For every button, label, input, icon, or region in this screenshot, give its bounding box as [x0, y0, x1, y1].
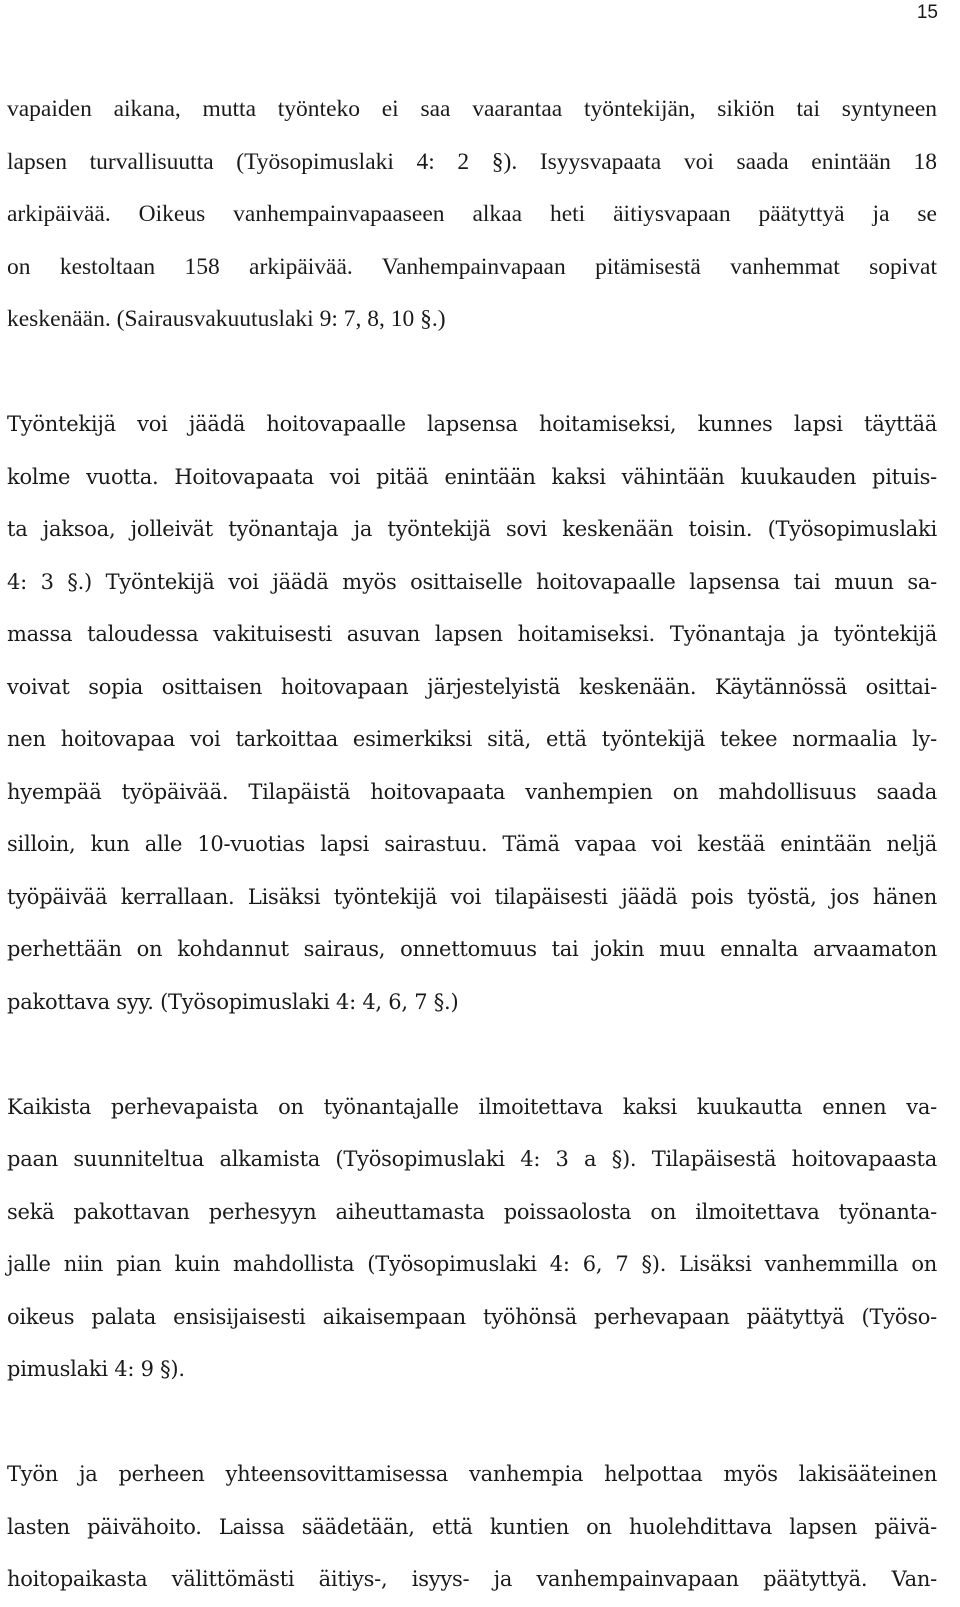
text-line: jalle niin pian kuin mahdollista (Työsopimuslaki 4: 6, 7 §). Lisäksi vanhemmilla on: [7, 1252, 937, 1276]
paragraph-4: [7, 1448, 937, 1606]
paragraph-1: [7, 83, 937, 346]
paragraph-spacer: [7, 1028, 937, 1081]
text-line: pimuslaki 4: 9 §).: [7, 1357, 185, 1381]
text-line: vapaiden aikana, mutta työnteko ei saa vaarantaa työntekijän, sikiön tai syntyneen: [7, 96, 937, 122]
text-line: pakottava syy. (Työsopimuslaki 4: 4, 6, 7 §.): [7, 989, 459, 1014]
text-line: kolme vuotta. Hoitovapaata voi pitää enintään kaksi vähintään kuukauden pituis-: [7, 464, 937, 489]
text-line: perhettään on kohdannut sairaus, onnettomuus tai jokin muu ennalta arvaamaton: [7, 937, 937, 961]
text-line: oikeus palata ensisijaisesti aikaisempaan työhönsä perhevapaan päätyttyä (Työso-: [7, 1304, 937, 1329]
paragraph-2: [7, 398, 937, 1028]
document-body: [7, 83, 937, 1606]
text-line: arkipäivää. Oikeus vanhempainvapaaseen alkaa heti äitiysvapaan päätyttyä ja se: [7, 201, 937, 227]
text-line: Työntekijä voi jäädä hoitovapaalle lapsensa hoitamiseksi, kunnes lapsi täyttää: [7, 412, 937, 436]
text-line: paan suunniteltua alkamista (Työsopimuslaki 4: 3 a §). Tilapäisestä hoitovapaasta: [7, 1147, 937, 1171]
text-line: hyempää työpäivää. Tilapäistä hoitovapaata vanhempien on mahdollisuus saada: [7, 779, 937, 804]
text-line: 4: 3 §.) Työntekijä voi jäädä myös osittaiselle hoitovapaalle lapsensa tai muun sa-: [7, 569, 937, 594]
paragraph-spacer: [7, 1396, 937, 1449]
text-line: lasten päivähoito. Laissa säädetään, että kuntien on huolehdittava lapsen päivä-: [7, 1514, 937, 1539]
text-line: on kestoltaan 158 arkipäivää. Vanhempainvapaan pitämisestä vanhemmat sopivat: [7, 253, 937, 280]
text-line: lapsen turvallisuutta (Työsopimuslaki 4: 2 §). Isyysvapaata voi saada enintään 18: [7, 148, 937, 175]
paragraph-3: [7, 1081, 937, 1396]
text-line: keskenään. (Sairausvakuutuslaki 9: 7, 8, 10 §.): [7, 306, 446, 332]
text-line: sekä pakottavan perhesyyn aiheuttamasta poissaolosta on ilmoitettava työnanta-: [7, 1199, 937, 1224]
page-number: 15: [916, 2, 938, 23]
text-line: Työn ja perheen yhteensovittamisessa vanhempia helpottaa myös lakisääteinen: [7, 1462, 937, 1486]
text-line: työpäivää kerrallaan. Lisäksi työntekijä voi tilapäisesti jäädä pois työstä, jos hänen: [7, 884, 937, 909]
text-line: nen hoitovapaa voi tarkoittaa esimerkiksi sitä, että työntekijä tekee normaalia ly-: [7, 727, 937, 751]
text-line: silloin, kun alle 10-vuotias lapsi sairastuu. Tämä vapaa voi kestää enintään neljä: [7, 832, 937, 856]
text-line: ta jaksoa, jolleivät työnantaja ja työntekijä sovi keskenään toisin. (Työsopimuslaki: [7, 517, 937, 541]
text-line: Kaikista perhevapaista on työnantajalle ilmoitettava kaksi kuukautta ennen va-: [7, 1094, 937, 1119]
text-line: massa taloudessa vakituisesti asuvan lapsen hoitamiseksi. Työnantaja ja työntekijä: [7, 622, 937, 646]
text-line: hoitopaikasta välittömästi äitiys-, isyys- ja vanhempainvapaan päätyttyä. Van-: [7, 1567, 937, 1591]
paragraph-spacer: [7, 346, 937, 399]
text-line: voivat sopia osittaisen hoitovapaan järjestelyistä keskenään. Käytännössä osittai-: [7, 674, 937, 699]
